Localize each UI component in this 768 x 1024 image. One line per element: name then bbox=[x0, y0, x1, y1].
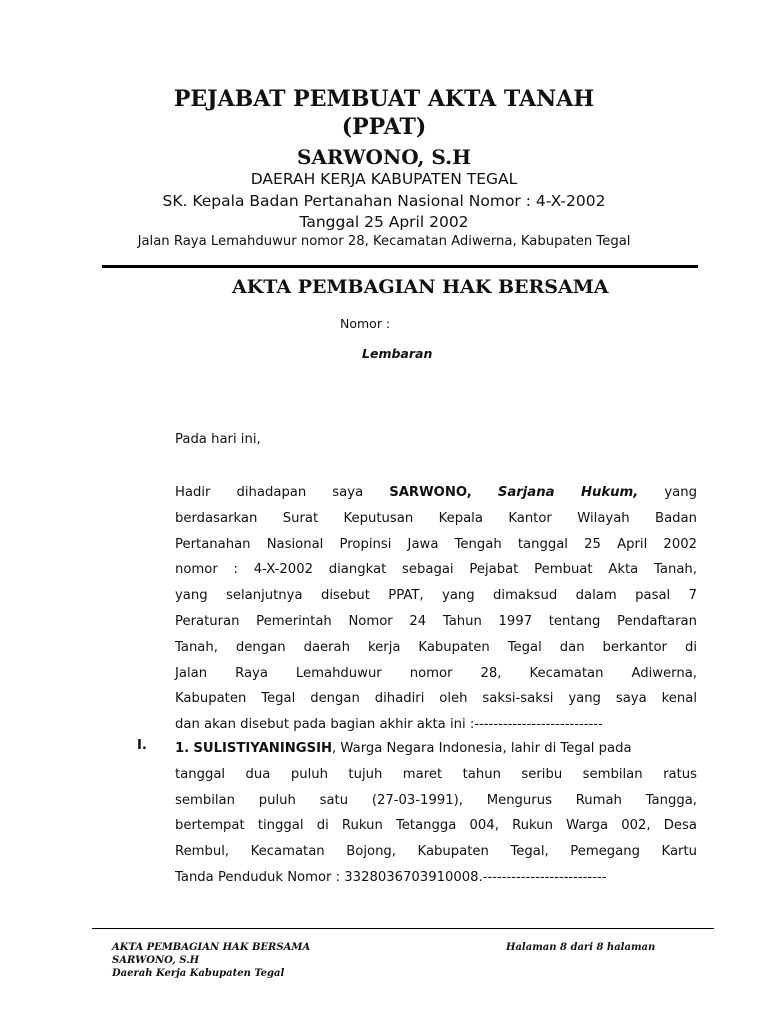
header-divider bbox=[102, 265, 698, 268]
notary-degree: Sarjana Hukum, bbox=[497, 485, 639, 500]
section-roman-numeral: I. bbox=[137, 738, 147, 753]
footer-divider bbox=[92, 928, 714, 929]
intro-line: nomor : 4-X-2002 diangkat sebagai Pejabat Pembuat Akta Tanah, bbox=[175, 562, 697, 578]
intro-paragraph bbox=[175, 480, 697, 738]
work-area: DAERAH KERJA KABUPATEN TEGAL bbox=[250, 170, 518, 188]
party-line: tanggal dua puluh tujuh maret tahun seribu sembilan ratus bbox=[175, 766, 697, 782]
decree-line: SK. Kepala Badan Pertanahan Nasional Nomor : 4-X-2002 bbox=[162, 192, 606, 210]
sheet-label: Lembaran bbox=[362, 346, 433, 361]
office-abbreviation: (PPAT) bbox=[341, 114, 427, 140]
intro-text: yang bbox=[664, 485, 697, 500]
intro-line: Peraturan Pemerintah Nomor 24 Tahun 1997 tentang Pendaftaran bbox=[175, 613, 697, 629]
footer-work-area: Daerah Kerja Kabupaten Tegal bbox=[112, 968, 285, 979]
deed-number-label: Nomor : bbox=[340, 316, 391, 331]
party-line: Rembul, Kecamatan Bojong, Kabupaten Tegal, Pemegang Kartu bbox=[175, 844, 697, 860]
decree-date: Tanggal 25 April 2002 bbox=[299, 213, 469, 231]
deed-title: AKTA PEMBAGIAN HAK BERSAMA bbox=[232, 276, 609, 298]
intro-line-1 bbox=[175, 480, 697, 506]
intro-line: berdasarkan Surat Keputusan Kepala Kantor Wilayah Badan bbox=[175, 510, 697, 526]
party-text: , Warga Negara Indonesia, lahir di Tegal pada bbox=[332, 741, 632, 756]
party-paragraph bbox=[175, 736, 697, 891]
party-line: Tanda Penduduk Nomor : 3328036703910008.-------------------------- bbox=[175, 869, 607, 885]
party-name: SULISTIYANINGSIH bbox=[193, 741, 333, 756]
footer-official-name: SARWONO, S.H bbox=[112, 955, 200, 966]
intro-line: Jalan Raya Lemahduwur nomor 28, Kecamatan Adiwerna, bbox=[175, 665, 697, 681]
greeting-text: Pada hari ini, bbox=[175, 432, 261, 447]
party-line: bertempat tinggal di Rukun Tetangga 004, Rukun Warga 002, Desa bbox=[175, 818, 697, 834]
intro-line: Pertanahan Nasional Propinsi Jawa Tengah tanggal 25 April 2002 bbox=[175, 536, 697, 552]
official-name: SARWONO, S.H bbox=[296, 145, 472, 169]
notary-name: SARWONO, bbox=[389, 485, 472, 500]
office-title: PEJABAT PEMBUAT AKTA TANAH bbox=[173, 86, 595, 112]
party-line-1 bbox=[175, 736, 697, 762]
intro-line: Tanah, dengan daerah kerja Kabupaten Tegal dan berkantor di bbox=[175, 639, 697, 655]
footer-page-number: Halaman 8 dari 8 halaman bbox=[506, 942, 656, 953]
intro-line: dan akan disebut pada bagian akhir akta ini :--------------------------- bbox=[175, 717, 603, 733]
intro-line: Kabupaten Tegal dengan dihadiri oleh saksi-saksi yang saya kenal bbox=[175, 691, 697, 707]
office-address: Jalan Raya Lemahduwur nomor 28, Kecamatan Adiwerna, Kabupaten Tegal bbox=[137, 234, 631, 249]
intro-line: yang selanjutnya disebut PPAT, yang dimaksud dalam pasal 7 bbox=[175, 588, 697, 604]
intro-text: Hadir dihadapan saya bbox=[175, 485, 364, 500]
footer-deed-title: AKTA PEMBAGIAN HAK BERSAMA bbox=[112, 942, 311, 953]
party-line: sembilan puluh satu (27-03-1991), Mengurus Rumah Tangga, bbox=[175, 792, 697, 808]
party-number: 1. bbox=[175, 741, 190, 756]
